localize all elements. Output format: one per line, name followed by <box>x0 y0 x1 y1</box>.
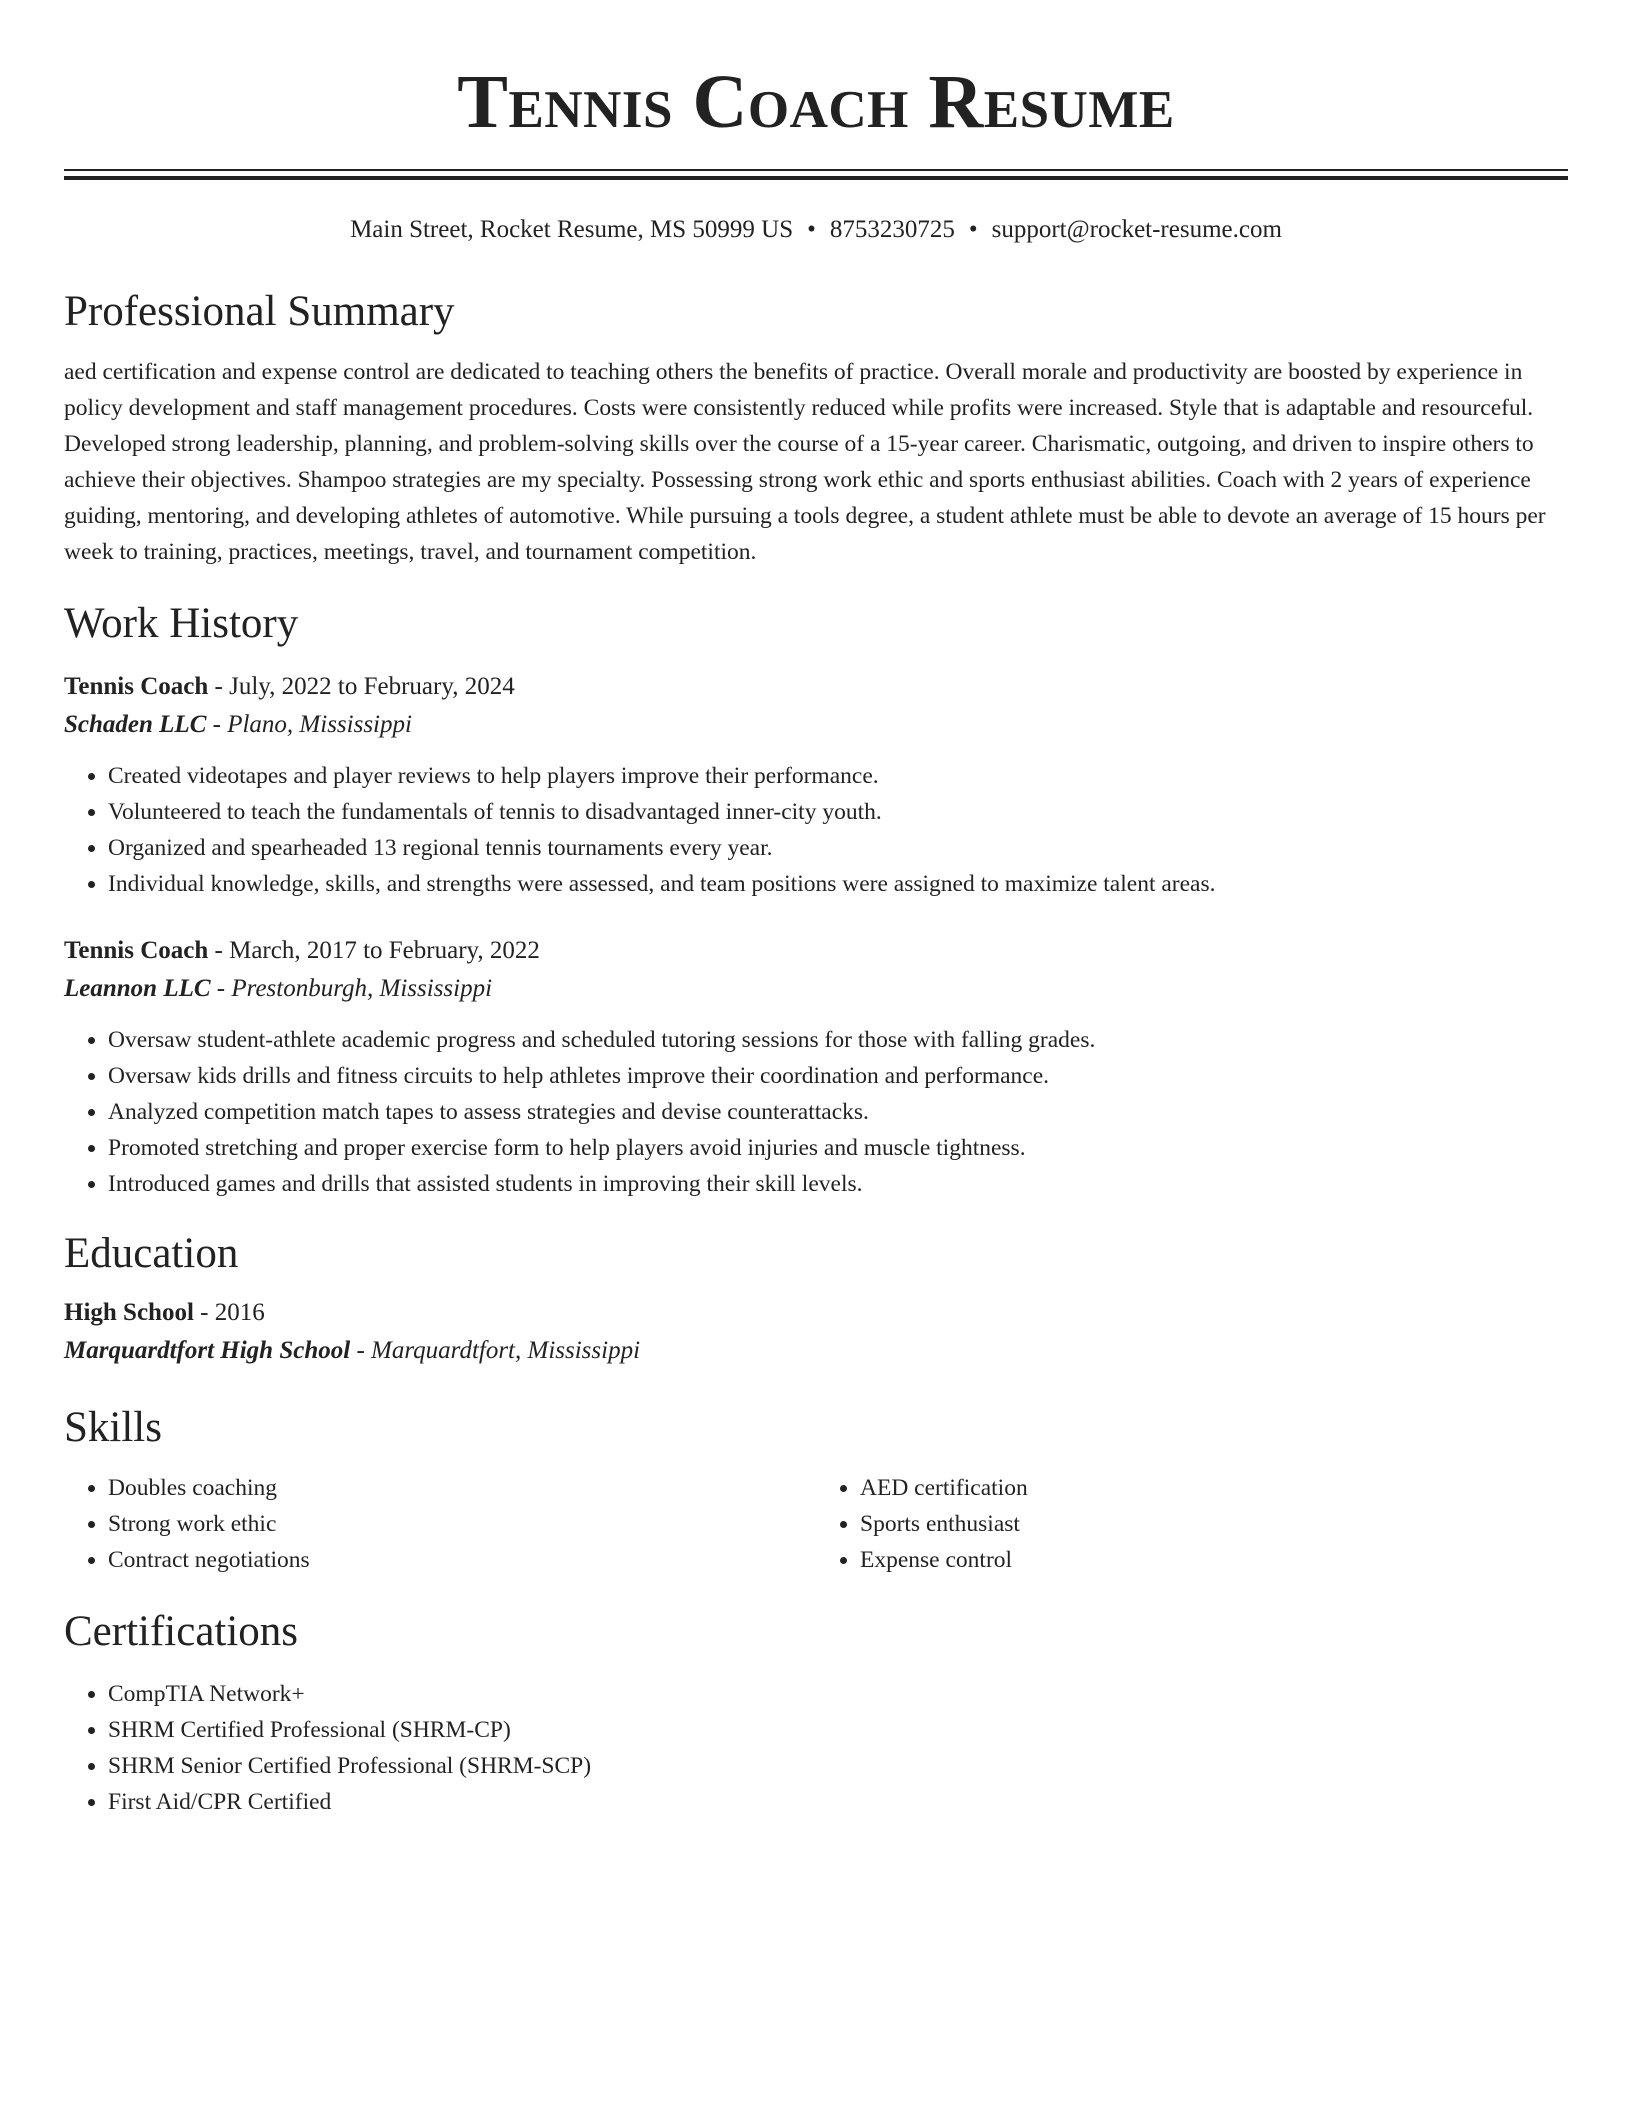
section-heading-certifications: Certifications <box>64 1608 299 1655</box>
list-item: • Introduced games and drills that assisted students in improving their skill levels. <box>108 1166 1568 1202</box>
summary-text: aed certification and expense control are dedicated to teaching others the benefits of practice. Overall morale and productivity are boosted by experience in policy development and staff management procedures. Costs were consistently reduced while profits were increased. Style that is adaptable and resourceful. Developed strong leadership, planning, and problem-solving skills over the course of a 15-year career. Charismatic, outgoing, and driven to inspire others to achieve their objectives. Shampoo strategies are my specialty. Possessing strong work ethic and sports enthusiast abilities. Coach with 2 years of experience guiding, mentoring, and developing athletes of automotive. While pursuing a tools degree, a student athlete must be able to devote an average of 15 hours per week to training, practices, meetings, travel, and tournament competition. <box>64 359 1546 565</box>
section-heading-education: Education <box>64 1230 239 1277</box>
contact-phone: 8753230725 <box>829 216 955 243</box>
school-name: Marquardtfort High School <box>64 1337 351 1364</box>
section-heading-skills: Skills <box>64 1404 162 1451</box>
skills-grid <box>64 1470 1568 1578</box>
company-name: Schaden LLC <box>64 711 207 738</box>
list-item: • CompTIA Network+ <box>108 1676 1568 1712</box>
job-title: Tennis Coach <box>64 673 209 700</box>
job-bullets <box>64 1022 1568 1202</box>
list-item: • Organized and spearheaded 13 regional tennis tournaments every year. <box>108 830 1568 866</box>
list-item: • Contract negotiations <box>108 1542 816 1578</box>
job-entry <box>64 668 1568 902</box>
contact-separator: • <box>968 216 978 243</box>
list-item: • Expense control <box>860 1542 1568 1578</box>
job-title: Tennis Coach <box>64 937 209 964</box>
contact-email: support@rocket-resume.com <box>991 216 1282 243</box>
job-title-line <box>64 668 1568 706</box>
list-item: • Doubles coaching <box>108 1470 816 1506</box>
list-item: • Oversaw kids drills and fitness circuits to help athletes improve their coordination and performance. <box>108 1058 1568 1094</box>
job-entry <box>64 932 1568 1202</box>
list-item: • Individual knowledge, skills, and strengths were assessed, and team positions were assigned to maximize talent areas. <box>108 866 1568 902</box>
job-bullets <box>64 758 1568 902</box>
certifications-list <box>64 1676 1568 1820</box>
contact-separator: • <box>807 216 816 243</box>
education-entry <box>64 1294 1568 1370</box>
skills-list-left <box>64 1470 816 1578</box>
list-item: • Created videotapes and player reviews to help players improve their performance. <box>108 758 1568 794</box>
job-dates: - March, 2017 to February, 2022 <box>208 937 540 964</box>
company-location: - Prestonburgh, Mississippi <box>210 975 493 1002</box>
company-line <box>64 706 1568 744</box>
list-item: • Strong work ethic <box>108 1506 816 1542</box>
list-item: • SHRM Senior Certified Professional (SHRM-SCP) <box>108 1748 1568 1784</box>
school-location: - Marquardtfort, Mississippi <box>350 1337 641 1364</box>
section-heading-work-history: Work History <box>64 600 299 647</box>
degree: High School <box>64 1299 194 1326</box>
list-item: • Volunteered to teach the fundamentals of tennis to disadvantaged inner-city youth. <box>108 794 1568 830</box>
degree-line <box>64 1294 1568 1332</box>
company-location: - Plano, Mississippi <box>206 711 412 738</box>
skills-list-right <box>816 1470 1568 1578</box>
list-item: • Promoted stretching and proper exercise form to help players avoid injuries and muscle tightness. <box>108 1130 1568 1166</box>
list-item: • First Aid/CPR Certified <box>108 1784 1568 1820</box>
resume-title: Tennis Coach Resume <box>457 60 1175 144</box>
job-title-line <box>64 932 1568 970</box>
contact-address: Main Street, Rocket Resume, MS 50999 US <box>350 216 794 243</box>
school-line <box>64 1332 1568 1370</box>
job-dates: - July, 2022 to February, 2024 <box>208 673 515 700</box>
section-heading-summary: Professional Summary <box>64 288 455 335</box>
list-item: • AED certification <box>860 1470 1568 1506</box>
title-divider-thick <box>64 176 1568 180</box>
list-item: • SHRM Certified Professional (SHRM-CP) <box>108 1712 1568 1748</box>
company-name: Leannon LLC <box>64 975 211 1002</box>
list-item: • Analyzed competition match tapes to assess strategies and devise counterattacks. <box>108 1094 1568 1130</box>
title-divider-thin <box>64 169 1568 171</box>
company-line <box>64 970 1568 1008</box>
contact-line <box>64 214 1568 246</box>
graduation-year: - 2016 <box>193 1299 265 1326</box>
resume-page <box>64 0 1568 1820</box>
list-item: • Sports enthusiast <box>860 1506 1568 1542</box>
list-item: • Oversaw student-athlete academic progress and scheduled tutoring sessions for those with falling grades. <box>108 1022 1568 1058</box>
